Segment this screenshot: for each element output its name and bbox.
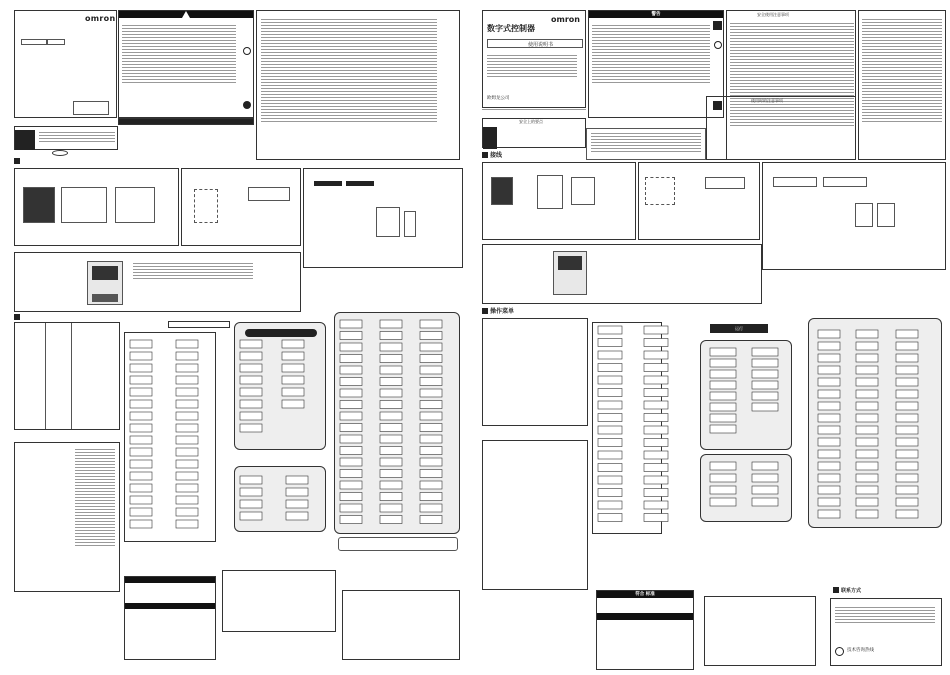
menu-io-table: [482, 440, 588, 590]
warning-lines: [122, 23, 236, 85]
cover-company: 欧姆龙公司: [487, 96, 510, 101]
wiring-panel-2: [638, 162, 760, 240]
contact-lines: [835, 605, 935, 625]
panel-cutout: [181, 168, 301, 246]
wiring-front-device: [553, 251, 587, 295]
safety-large-lines: [591, 131, 701, 154]
front-panel-names: [14, 252, 301, 312]
wiring-front-names: [482, 244, 762, 304]
menu-section-title: [482, 308, 514, 316]
menu-run-header: [710, 324, 768, 333]
warning-column-lines: [592, 23, 710, 85]
usage-notes-box: [706, 96, 856, 160]
device-display: [92, 266, 118, 280]
warning-column: [588, 10, 724, 118]
cover-subtitle: 使用说明书: [528, 42, 554, 48]
terminal-block-2: [404, 211, 416, 237]
wiring-terminal-group: [773, 177, 817, 187]
right-warning-triangle-icon: [713, 21, 722, 30]
flow-group-a-title: [245, 329, 317, 337]
wiring-panel-3: [762, 162, 946, 270]
wiring-section-title: [482, 152, 502, 160]
safety-use-title: 安全使用注意事项: [757, 12, 789, 17]
section-marker-2: [14, 314, 22, 322]
spec-column: [858, 10, 946, 160]
menu-run-label: 运行: [735, 326, 743, 331]
safety-icon-block: [483, 127, 497, 149]
compliance-band: 符合 标准: [597, 591, 693, 598]
wiring-panel-1: [482, 162, 636, 240]
bottom-warning-left: [124, 576, 216, 660]
menu-flow-operation: [700, 340, 792, 450]
left-cover-box: [14, 10, 117, 118]
right-page: [478, 0, 950, 675]
contact-title: [833, 587, 861, 595]
wiring-device-rear: [571, 177, 595, 205]
front-panel-device: [87, 261, 123, 305]
left-caution-box: [14, 126, 118, 150]
left-flow-header: [168, 321, 230, 328]
left-warning-band: [119, 11, 253, 18]
menu-flow-initial: [592, 322, 662, 534]
front-panel-text: [133, 261, 253, 281]
model-box: [21, 39, 47, 45]
wiring-device-side: [537, 175, 563, 209]
bottom-notes: [342, 590, 460, 660]
menu-table: [482, 318, 588, 426]
param-table-col2: [71, 323, 72, 429]
warning-band: 警告: [589, 11, 723, 18]
exclamation-icon: [243, 101, 251, 109]
cover-box: [482, 10, 586, 108]
compliance-box: [596, 590, 694, 670]
cover-lines: [487, 53, 577, 79]
wiring-terminal-block-2: [877, 203, 895, 227]
contact-box: [830, 588, 942, 666]
wiring-cutout: [645, 177, 675, 205]
spec-column-lines: [862, 17, 942, 124]
warning-triangle-icon: [182, 11, 190, 18]
flow-footer-note: [338, 537, 458, 551]
safety-notes-header: 安全上的要点: [519, 119, 543, 124]
section-marker-1: [14, 158, 22, 166]
prohibit-icon: [243, 47, 251, 55]
side-view: [61, 187, 107, 223]
cutout-grid: [194, 189, 218, 223]
caution-lines: [39, 130, 115, 144]
bottom-warning-band-2: [125, 603, 215, 609]
cover-logo: omron: [551, 15, 580, 24]
hotline-label: 技术咨询热线: [847, 648, 874, 653]
terminal-label-1: [314, 181, 342, 186]
wiring-cutout-rect: [705, 177, 745, 189]
terminal-panel: [303, 168, 463, 268]
terminal-block: [376, 207, 400, 237]
text-column-lines: [261, 17, 437, 124]
usage-notes-title: 使用时的注意事项: [751, 98, 783, 103]
caution-block: [15, 130, 35, 150]
device-keys: [92, 294, 118, 302]
left-notice-bar: [118, 118, 254, 125]
phone-icon: [835, 647, 844, 656]
flow-group-b: [234, 466, 326, 532]
rear-view: [115, 187, 155, 223]
left-warning-column: [118, 10, 254, 118]
flow-group-a: [234, 322, 326, 450]
menu-section-label: 操作菜单: [490, 308, 515, 315]
left-flowchart: [124, 332, 216, 542]
safety-large-box: [586, 128, 706, 160]
dimensions-panel: [14, 168, 179, 246]
right-prohibit-icon: [714, 41, 722, 49]
cover-subtitle-box: [487, 39, 583, 48]
omron-logo: omron: [85, 14, 116, 23]
wiring-device-front: [491, 177, 513, 205]
compliance-band-2: [597, 613, 693, 620]
left-page: [0, 0, 472, 675]
bottom-spec-table: [222, 570, 336, 632]
model-box-2: [47, 39, 65, 45]
param-table-cols: [45, 323, 46, 429]
front-view: [23, 187, 55, 223]
oval-mark: [52, 150, 68, 156]
wiring-terminal-group-2: [823, 177, 867, 187]
display-table: [704, 596, 816, 666]
wiring-section-label: 接线: [490, 152, 503, 159]
cover-note: [482, 109, 586, 110]
menu-flow-protect: [700, 454, 792, 522]
left-text-column: [256, 10, 460, 160]
wiring-terminal-block: [855, 203, 873, 227]
param-table: [14, 322, 120, 430]
io-table-lines: [75, 447, 115, 548]
io-table: [14, 442, 120, 592]
wiring-front-display: [558, 256, 582, 270]
safety-notes-box: [482, 118, 586, 148]
cover-title: 数字式控制器: [487, 24, 535, 33]
menu-flow-adjust: [808, 318, 942, 528]
terminal-label-2: [346, 181, 374, 186]
cutout-rect: [248, 187, 290, 201]
stamp-grid: [73, 101, 109, 115]
contact-title-label: 联系方式: [841, 588, 862, 594]
flow-group-c: [334, 312, 460, 534]
bottom-warning-band: [125, 577, 215, 583]
